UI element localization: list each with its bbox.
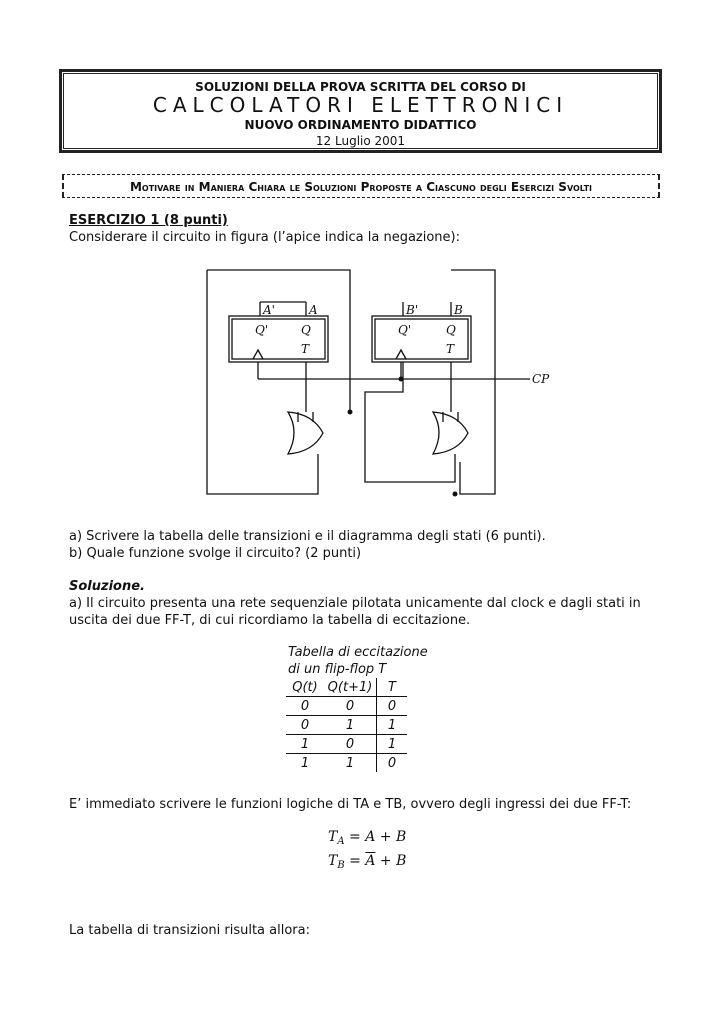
table-cell: 0 <box>377 754 408 773</box>
eq2-sub: B <box>337 860 345 871</box>
flip-flop-a <box>232 319 325 359</box>
table-caption-1: Tabella di eccitazione <box>288 645 428 660</box>
table-header-cell: T <box>377 678 408 697</box>
table-cell: 0 <box>286 697 324 716</box>
label-clock: CP <box>532 372 550 386</box>
exercise-intro: Considerare il circuito in figura (l’apice indica la negazione): <box>69 230 460 245</box>
label-a-not: A' <box>263 303 275 317</box>
table-cell: 1 <box>286 735 324 754</box>
table-cell: 1 <box>377 716 408 735</box>
question-a: a) Scrivere la tabella delle transizioni e il diagramma degli stati (6 punti). <box>69 529 546 544</box>
eq1-sub: A <box>337 836 345 847</box>
solution-title: Soluzione. <box>69 579 145 594</box>
label-b-qnot: Q' <box>398 323 412 337</box>
label-b-t: T <box>446 342 455 356</box>
eq1-lhs: T <box>328 829 338 845</box>
table-header-row <box>286 678 407 697</box>
header-box <box>59 69 662 153</box>
label-b-not: B' <box>406 303 419 317</box>
table-row <box>286 754 407 773</box>
table-cell: 1 <box>300 755 310 771</box>
eq2-a-negated: $\overline{A}$ <box>365 853 376 869</box>
eq2-lhs: T <box>328 853 338 869</box>
equation-tb <box>328 853 406 871</box>
table-cell: 0 <box>377 697 408 716</box>
label-b-q: Q <box>446 323 456 337</box>
eq2-eq: = <box>349 853 361 869</box>
table-row <box>286 697 407 716</box>
eq1-rhs: = A + B <box>349 829 407 845</box>
eq2-rest: + B <box>379 853 407 869</box>
flip-flop-b-outline <box>372 316 471 362</box>
course-ordinance: NUOVO ORDINAMENTO DIDATTICO <box>244 118 477 132</box>
label-a-qnot: Q' <box>255 323 269 337</box>
table-header-cell: Q(t+1) <box>324 678 377 697</box>
solution-paragraph-1: a) Il circuito presenta una rete sequenziale pilotata unicamente dal clock e dagli stati in uscita dei due FF-T, di cui ricordiamo la tabella di eccitazione. <box>69 596 641 628</box>
table-caption-2: di un flip-flop T <box>288 662 387 677</box>
wire-a-feedback <box>207 270 350 314</box>
course-subtitle: SOLUZIONI DELLA PROVA SCRITTA DEL CORSO DI <box>195 80 526 94</box>
label-a-t: T <box>301 342 310 356</box>
table-cell: 1 <box>324 716 377 735</box>
table-cell: 1 <box>377 735 408 754</box>
table-header-cell: Q(t) <box>286 678 324 697</box>
instructions-banner: Motivare in Maniera Chiara le Soluzioni Proposte a Ciascuno degli Esercizi Svolti <box>62 174 660 198</box>
equation-ta <box>328 829 406 847</box>
table-cell: 0 <box>324 697 377 716</box>
label-a: A <box>309 303 318 317</box>
flip-flop-a-outline <box>229 316 328 362</box>
circuit-diagram <box>195 262 555 502</box>
question-b: b) Quale funzione svolge il circuito? (2 punti) <box>69 546 362 561</box>
solution-paragraph-2: E’ immediato scrivere le funzioni logiche di TA e TB, ovvero degli ingressi dei due FF-T: <box>69 797 632 812</box>
label-a-q: Q <box>301 323 311 337</box>
table-cell: 0 <box>324 735 377 754</box>
course-title: CALCOLATORI ELETTRONICI <box>152 93 569 117</box>
exercise-title: ESERCIZIO 1 (8 punti) <box>69 213 228 228</box>
or-gate-a <box>288 412 323 454</box>
table-row <box>286 735 407 754</box>
table-cell: 0 <box>286 716 324 735</box>
excitation-table <box>286 678 407 772</box>
solution-paragraph-3: La tabella di transizioni risulta allora: <box>69 923 310 938</box>
table-row <box>286 716 407 735</box>
table-cell: 1 <box>345 755 355 771</box>
or-gate-b <box>433 412 468 454</box>
exam-date: 12 Luglio 2001 <box>315 134 406 148</box>
label-b: B <box>454 303 463 317</box>
